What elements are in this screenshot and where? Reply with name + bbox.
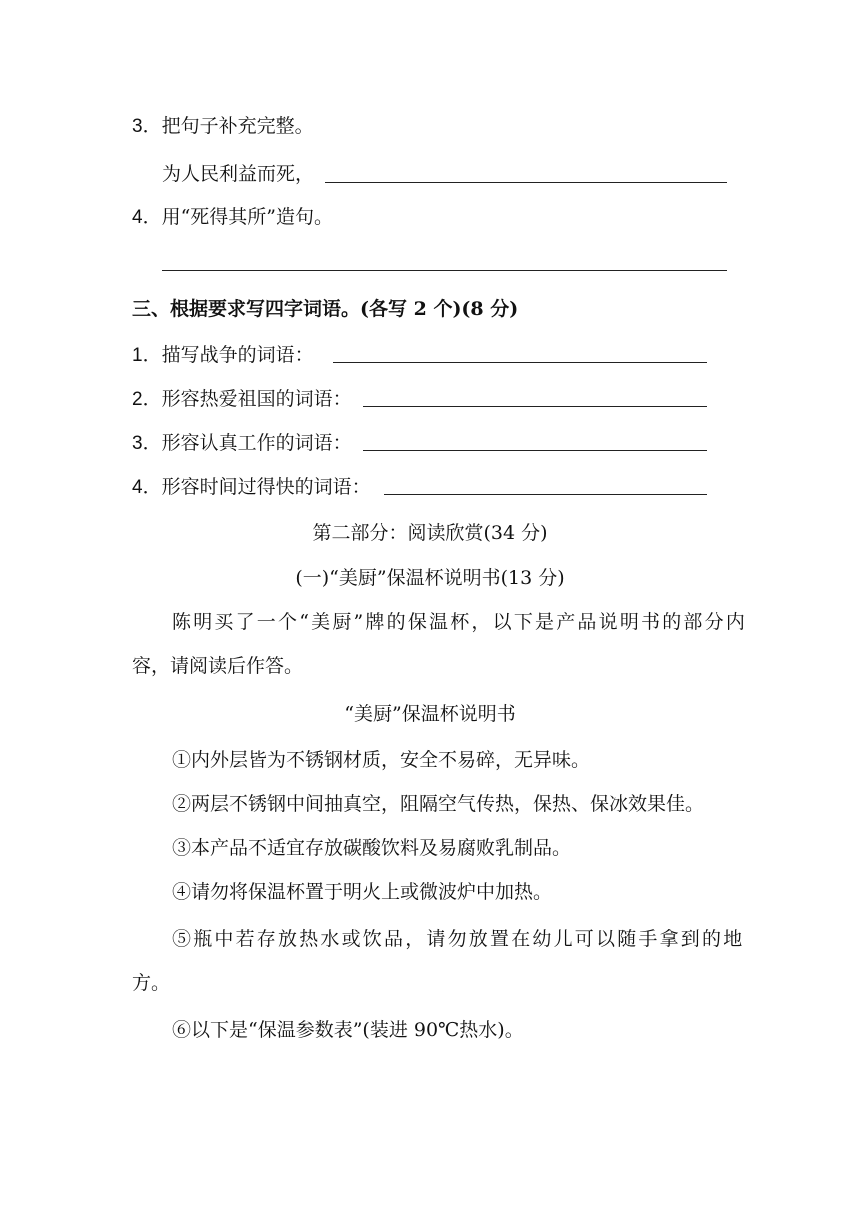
item-text: 形容认真工作的词语： bbox=[161, 432, 352, 454]
intro-paragraph-line: 陈明买了一个“美厨”牌的保温杯，以下是产品说明书的部分内 bbox=[172, 611, 748, 633]
instruction-item-continued: 方。 bbox=[132, 972, 171, 994]
subsection-title: (一)“美厨”保温杯说明书(13 分) bbox=[295, 567, 565, 589]
list-item bbox=[132, 385, 352, 413]
question-number: 3． bbox=[132, 116, 162, 137]
answer-blank[interactable] bbox=[162, 270, 727, 271]
item-number: 3． bbox=[132, 433, 162, 454]
item-text: 形容热爱祖国的词语： bbox=[161, 388, 352, 410]
instruction-item: ③本产品不适宜存放碳酸饮料及易腐败乳制品。 bbox=[172, 837, 572, 859]
list-item bbox=[132, 429, 352, 457]
answer-blank[interactable] bbox=[363, 450, 707, 451]
item-number: 4． bbox=[132, 477, 162, 498]
section-heading: 三、根据要求写四字词语。(各写 2 个)(8 分) bbox=[132, 298, 519, 320]
instruction-item: ②两层不锈钢中间抽真空，阻隔空气传热，保热、保冰效果佳。 bbox=[172, 793, 705, 815]
part-title: 第二部分：阅读欣赏(34 分) bbox=[312, 522, 548, 544]
item-number: 2． bbox=[132, 389, 162, 410]
instruction-item: ⑥以下是“保温参数表”(装进 90℃热水)。 bbox=[172, 1019, 524, 1041]
item-text: 形容时间过得快的词语： bbox=[161, 476, 371, 498]
answer-blank[interactable] bbox=[325, 182, 727, 183]
instruction-item: ④请勿将保温杯置于明火上或微波炉中加热。 bbox=[172, 881, 553, 903]
list-item bbox=[132, 473, 371, 501]
answer-blank[interactable] bbox=[363, 406, 707, 407]
document-title: “美厨”保温杯说明书 bbox=[344, 703, 516, 725]
question-3 bbox=[132, 112, 314, 140]
question-text: 把句子补充完整。 bbox=[161, 115, 314, 137]
list-item bbox=[132, 341, 314, 369]
item-number: 1． bbox=[132, 345, 162, 366]
sentence-prompt: 为人民利益而死， bbox=[162, 163, 315, 185]
question-number: 4． bbox=[132, 207, 162, 228]
answer-blank[interactable] bbox=[384, 494, 707, 495]
answer-blank[interactable] bbox=[333, 362, 707, 363]
question-4 bbox=[132, 203, 333, 231]
question-text: 用“死得其所”造句。 bbox=[161, 206, 334, 228]
item-text: 描写战争的词语： bbox=[161, 344, 314, 366]
instruction-item: ⑤瓶中若存放热水或饮品，请勿放置在幼儿可以随手拿到的地 bbox=[172, 928, 745, 950]
intro-paragraph-line: 容，请阅读后作答。 bbox=[132, 655, 304, 677]
instruction-item: ①内外层皆为不锈钢材质，安全不易碎，无异味。 bbox=[172, 749, 591, 771]
